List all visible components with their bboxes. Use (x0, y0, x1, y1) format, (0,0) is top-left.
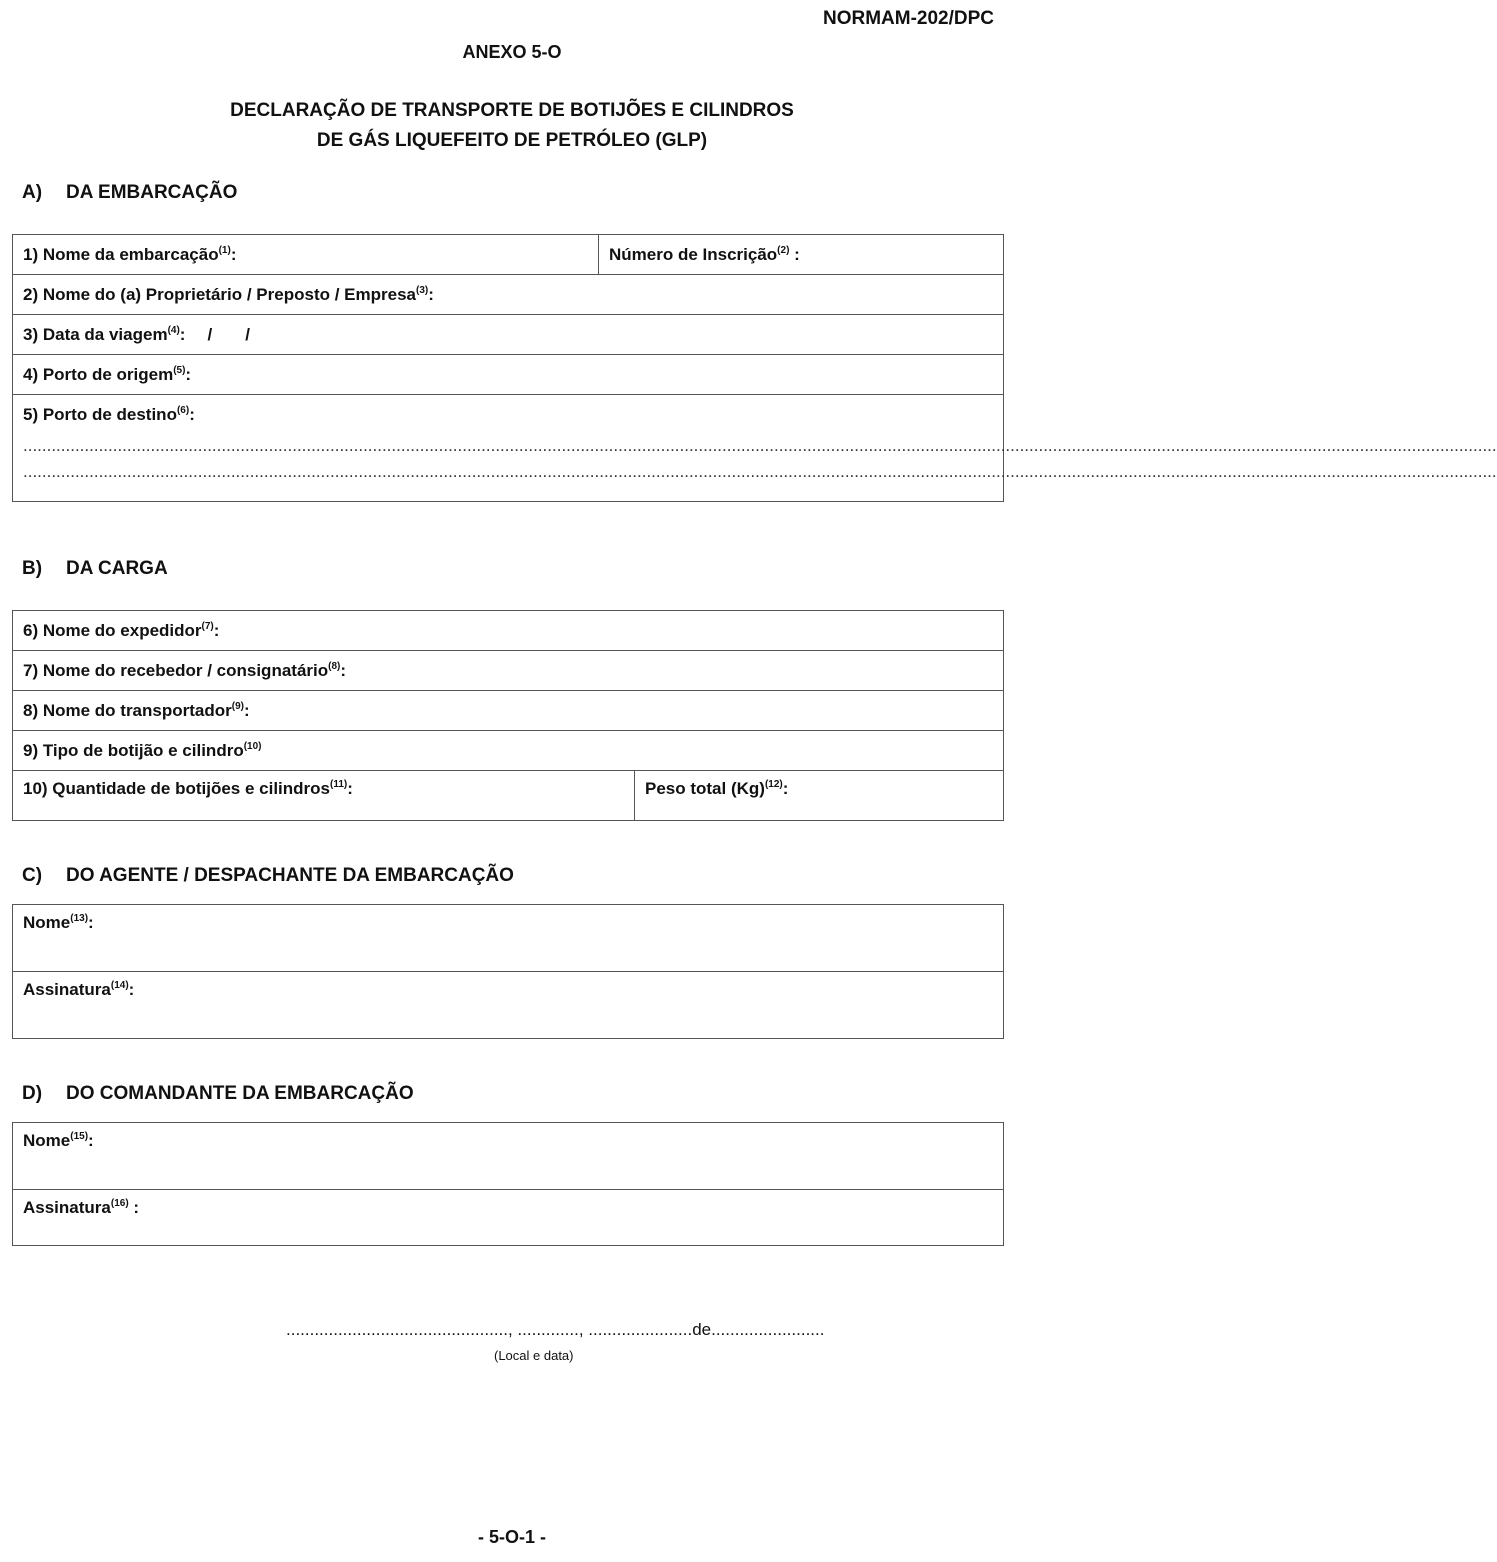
footnote-ref: (10) (243, 740, 262, 752)
footnote-ref: (5) (173, 364, 186, 376)
section-c-table (12, 904, 1004, 1039)
field-label: Assinatura (23, 1198, 111, 1217)
footnote-ref: (6) (176, 405, 190, 416)
section-letter: C) (22, 865, 43, 886)
section-d-table (12, 1122, 1004, 1246)
section-title: DA CARGA (66, 558, 168, 579)
field-label: 1) Nome da embarcação (23, 244, 219, 264)
title-line-2: DE GÁS LIQUEFEITO DE PETRÓLEO (GLP) (316, 130, 708, 151)
footnote-ref: (9) (231, 700, 244, 712)
document-code: NORMAM-202/DPC (822, 8, 994, 29)
section-b-table (12, 610, 1004, 821)
section-letter: B) (22, 558, 43, 579)
footnote-ref: (7) (201, 620, 214, 632)
field-agent-signature[interactable]: Assinatura$^{(14)}$: (13, 972, 1004, 1039)
field-label: 4) Porto de origem (23, 364, 174, 384)
field-trip-date[interactable]: 3) Data da viagem$^{(4)}$: / / (13, 315, 1004, 355)
page-number: - 5-O-1 - (477, 1527, 546, 1547)
field-label: 2) Nome do (a) Proprietário / Preposto / Empresa (23, 284, 416, 304)
footnote-ref: (3) (415, 284, 429, 296)
dotted-line: ........................................................................................................................................................................................................................................................................................................................ (23, 436, 1497, 455)
section-title: DA EMBARCAÇÃO (66, 182, 238, 203)
field-owner-name[interactable]: 2) Nome do (a) Proprietário / Preposto / Empresa$^{(3)}$: (13, 275, 1004, 315)
field-label: Nome (23, 913, 71, 932)
field-consignee-name[interactable]: 7) Nome do recebedor / consignatário$^{(8)}$: (13, 651, 1004, 691)
footnote-ref: (15) (70, 1131, 89, 1142)
field-label: Peso total (Kg) (645, 779, 765, 798)
field-label: 9) Tipo de botijão e cilindro (23, 740, 244, 760)
date-slashes: / / (207, 324, 250, 344)
document-title (0, 96, 1024, 156)
field-cylinder-quantity[interactable]: 10) Quantidade de botijões e cilindros$^{(11)}$: (13, 771, 635, 821)
section-a-table (12, 234, 1497, 502)
footnote-ref: (1) (218, 244, 231, 256)
footnote-ref: (13) (70, 913, 89, 924)
field-label: Assinatura (23, 980, 111, 999)
title-line-1: DECLARAÇÃO DE TRANSPORTE DE BOTIJÕES E CILINDROS (230, 100, 794, 121)
section-c-heading (22, 865, 514, 887)
footnote-ref: (14) (110, 980, 129, 991)
footnote-ref: (11) (330, 779, 348, 790)
field-label: 8) Nome do transportador (23, 700, 232, 720)
field-registration-number[interactable]: Número de Inscrição$^{(2)}$ : (599, 235, 1004, 275)
place-date-line[interactable]: ..............................................., ............., ......................de........................ (286, 1320, 825, 1339)
field-cylinder-type[interactable] (13, 731, 1004, 771)
section-letter: D) (22, 1083, 43, 1104)
field-vessel-name[interactable]: 1) Nome da embarcação$^{(1)}$: (13, 235, 599, 275)
section-title: DO AGENTE / DESPACHANTE DA EMBARCAÇÃO (66, 865, 514, 886)
field-total-weight[interactable]: Peso total $(Kg)^{(12)}$: (635, 771, 1004, 821)
footnote-ref: (16) (110, 1198, 129, 1209)
field-label: Nome (23, 1131, 71, 1150)
section-a-heading (22, 182, 237, 204)
section-d-heading (22, 1083, 414, 1105)
section-title: DO COMANDANTE DA EMBARCAÇÃO (66, 1083, 414, 1104)
field-label: 10) Quantidade de botijões e cilindros (23, 779, 331, 798)
field-origin-port[interactable]: 4) Porto de origem$^{(5)}$: (13, 355, 1004, 395)
field-captain-signature[interactable]: Assinatura$^{(16)}$ : (13, 1190, 1004, 1246)
place-date-caption: (Local e data) (494, 1348, 574, 1363)
section-b-heading (22, 558, 168, 580)
field-label: 3) Data da viagem (23, 324, 168, 344)
field-label: 5) Porto de destino (23, 405, 177, 424)
annex-title: ANEXO 5-O (462, 42, 562, 62)
footnote-ref: (8) (328, 660, 341, 672)
field-shipper-name[interactable]: 6) Nome do expedidor$^{(7)}$: (13, 611, 1004, 651)
section-letter: A) (22, 182, 43, 203)
field-carrier-name[interactable]: 8) Nome do transportador$^{(9)}$: (13, 691, 1004, 731)
footnote-ref: (4) (167, 324, 180, 336)
field-agent-name[interactable]: Nome$^{(13)}$: (13, 905, 1004, 972)
field-label: 7) Nome do recebedor / consignatário (23, 660, 329, 680)
field-captain-name[interactable]: Nome$^{(15)}$: (13, 1123, 1004, 1190)
footnote-ref: (12) (764, 779, 783, 790)
footnote-ref: (2) (777, 244, 790, 256)
field-label: Número de Inscrição (609, 244, 778, 264)
field-destination-port[interactable]: 5) Porto de destino$^{(6)}$: ........................................................................................................................................................................................................................................................................................................................ ........................................................................................................................................................................................................................................................................................................................ (13, 395, 1004, 502)
dotted-line: ........................................................................................................................................................................................................................................................................................................................ (23, 462, 1497, 481)
field-label: 6) Nome do expedidor (23, 620, 202, 640)
